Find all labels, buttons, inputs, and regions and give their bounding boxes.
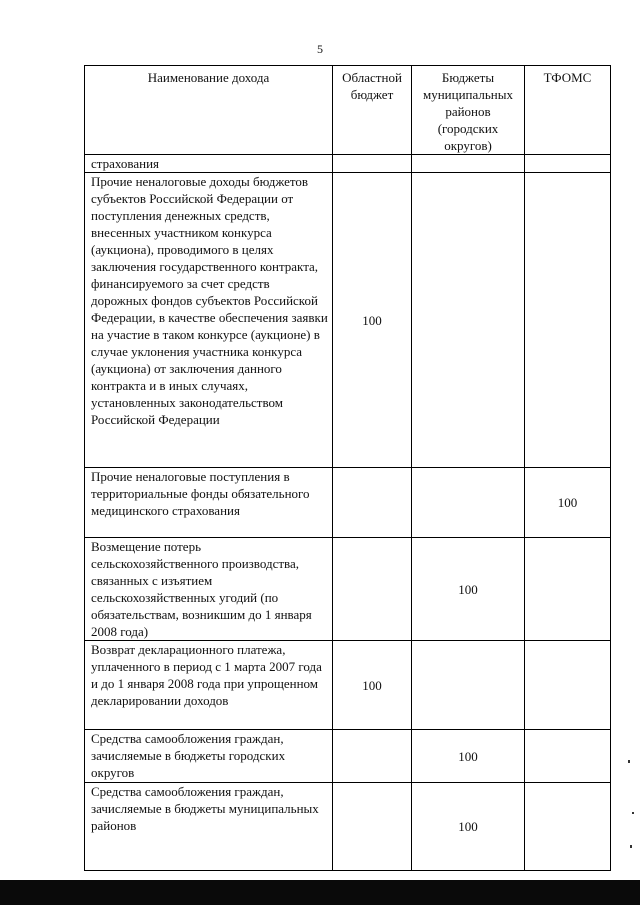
municipal-budget-cell [412,641,525,730]
table-row [85,468,611,538]
table-row [85,730,611,783]
regional-budget-cell [333,155,412,173]
municipal-budget-cell [412,468,525,538]
scan-speck [630,845,632,848]
municipal-budget-cell [412,155,525,173]
income-name-cell: страхования [85,155,333,173]
header-municipal-budgets: Бюджеты муниципальных районов (городских округов) [412,66,525,155]
header-income-name: Наименование дохода [85,66,333,155]
municipal-budget-cell: 100 [412,538,525,641]
income-distribution-table [84,65,611,871]
regional-budget-cell [333,730,412,783]
scan-bottom-border [0,880,640,905]
income-name-cell: Прочие неналоговые поступления в территориальные фонды обязательного медицинского страхования [85,468,333,538]
table-row [85,538,611,641]
tfoms-cell [525,783,611,871]
income-name-cell: Средства самообложения граждан, зачисляемые в бюджеты городских округов [85,730,333,783]
page-number: 5 [317,42,323,56]
table-row [85,155,611,173]
tfoms-cell [525,538,611,641]
header-regional-budget: Областной бюджет [333,66,412,155]
table-row [85,173,611,468]
table-row [85,641,611,730]
regional-budget-cell [333,783,412,871]
header-tfoms: ТФОМС [525,66,611,155]
tfoms-cell [525,641,611,730]
table-row [85,783,611,871]
table-header-row [85,66,611,155]
income-name-cell: Прочие неналоговые доходы бюджетов субъектов Российской Федерации от поступления денежных средств, внесенных участником конкурса (аукциона), проводимого в целях заключения государственного контракта, финансируемого за счет средств дорожных фондов субъектов Российской Федерации, в качестве обеспечения заявки на участие в таком конкурсе (аукционе) в случае уклонения участника конкурса (аукциона) от заключения данного контракта и в иных случаях, установленных законодательством Российской Федерации [85,173,333,468]
tfoms-cell: 100 [525,468,611,538]
income-name-cell: Возврат декларационного платежа, уплаченного в период с 1 марта 2007 года и до 1 января 2008 года при упрощенном декларировании доходов [85,641,333,730]
scan-speck [632,812,634,814]
tfoms-cell [525,173,611,468]
income-name-cell: Возмещение потерь сельскохозяйственного производства, связанных с изъятием сельскохозяйственных угодий (по обязательствам, возникшим до 1 января 2008 года) [85,538,333,641]
regional-budget-cell: 100 [333,641,412,730]
municipal-budget-cell: 100 [412,783,525,871]
regional-budget-cell: 100 [333,173,412,468]
regional-budget-cell [333,468,412,538]
municipal-budget-cell: 100 [412,730,525,783]
scan-speck [628,760,630,763]
tfoms-cell [525,730,611,783]
tfoms-cell [525,155,611,173]
income-name-cell: Средства самообложения граждан, зачисляемые в бюджеты муниципальных районов [85,783,333,871]
municipal-budget-cell [412,173,525,468]
regional-budget-cell [333,538,412,641]
